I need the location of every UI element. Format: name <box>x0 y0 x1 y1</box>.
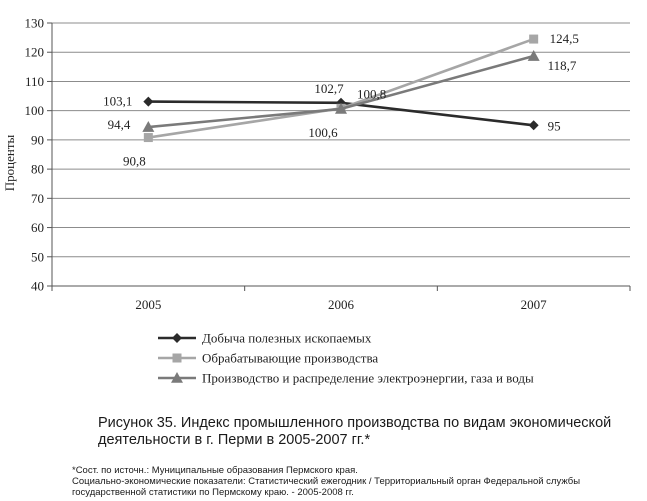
data-point <box>144 133 153 142</box>
data-label: 118,7 <box>547 58 577 74</box>
legend-marker <box>172 333 182 343</box>
x-tick-label: 2007 <box>520 297 547 312</box>
x-tick-labels <box>135 297 547 312</box>
source-line-2: Социально-экономические показатели: Статистический ежегодник / Территориальный орган Федеральной службы <box>72 476 581 487</box>
y-tick-label: 90 <box>31 132 44 148</box>
source-note <box>72 465 647 498</box>
source-line-3: государственной статистики по Пермскому краю. - 2005-2008 гг. <box>72 487 354 498</box>
data-label: 124,5 <box>549 31 579 47</box>
y-tick-label: 60 <box>31 220 44 236</box>
legend-entry: Обрабатывающие производства <box>202 350 379 366</box>
data-point <box>528 50 540 61</box>
x-tick-label: 2005 <box>135 297 162 312</box>
source-line-1: *Сост. по источн.: Муниципальные образования Пермского края. <box>72 465 358 476</box>
y-tick-label: 130 <box>24 15 44 31</box>
legend-entry: Производство и распределение электроэнергии, газа и воды <box>202 370 534 386</box>
data-label: 94,4 <box>107 117 131 133</box>
gridlines <box>52 23 630 257</box>
data-label: 95 <box>547 118 561 134</box>
caption-line-1: Рисунок 35. Индекс промышленного производства по видам экономической <box>98 415 612 431</box>
y-tick-label: 120 <box>24 44 44 60</box>
data-point <box>143 97 153 107</box>
data-label: 100,6 <box>308 124 338 140</box>
data-point <box>529 35 538 44</box>
y-tick-label: 70 <box>31 190 44 206</box>
x-tick-label: 2006 <box>328 297 354 312</box>
legend <box>158 331 534 386</box>
data-label: 90,8 <box>122 153 146 169</box>
data-label: 102,7 <box>314 80 344 96</box>
data-label: 103,1 <box>103 93 133 109</box>
y-tick-label: 80 <box>31 161 44 177</box>
y-tick-label: 110 <box>24 73 44 89</box>
legend-marker <box>173 354 182 363</box>
y-tick-label: 100 <box>24 103 44 119</box>
figure-caption <box>98 415 638 449</box>
y-axis-label: Проценты <box>2 134 17 192</box>
y-tick-label: 50 <box>31 249 44 265</box>
data-point <box>529 120 539 130</box>
data-label: 100,8 <box>357 86 387 102</box>
y-tick-labels <box>25 16 45 294</box>
y-tick-label: 40 <box>31 278 44 294</box>
legend-entry: Добыча полезных ископаемых <box>202 330 372 346</box>
caption-line-2: деятельности в г. Перми в 2005-2007 гг.* <box>98 432 371 448</box>
